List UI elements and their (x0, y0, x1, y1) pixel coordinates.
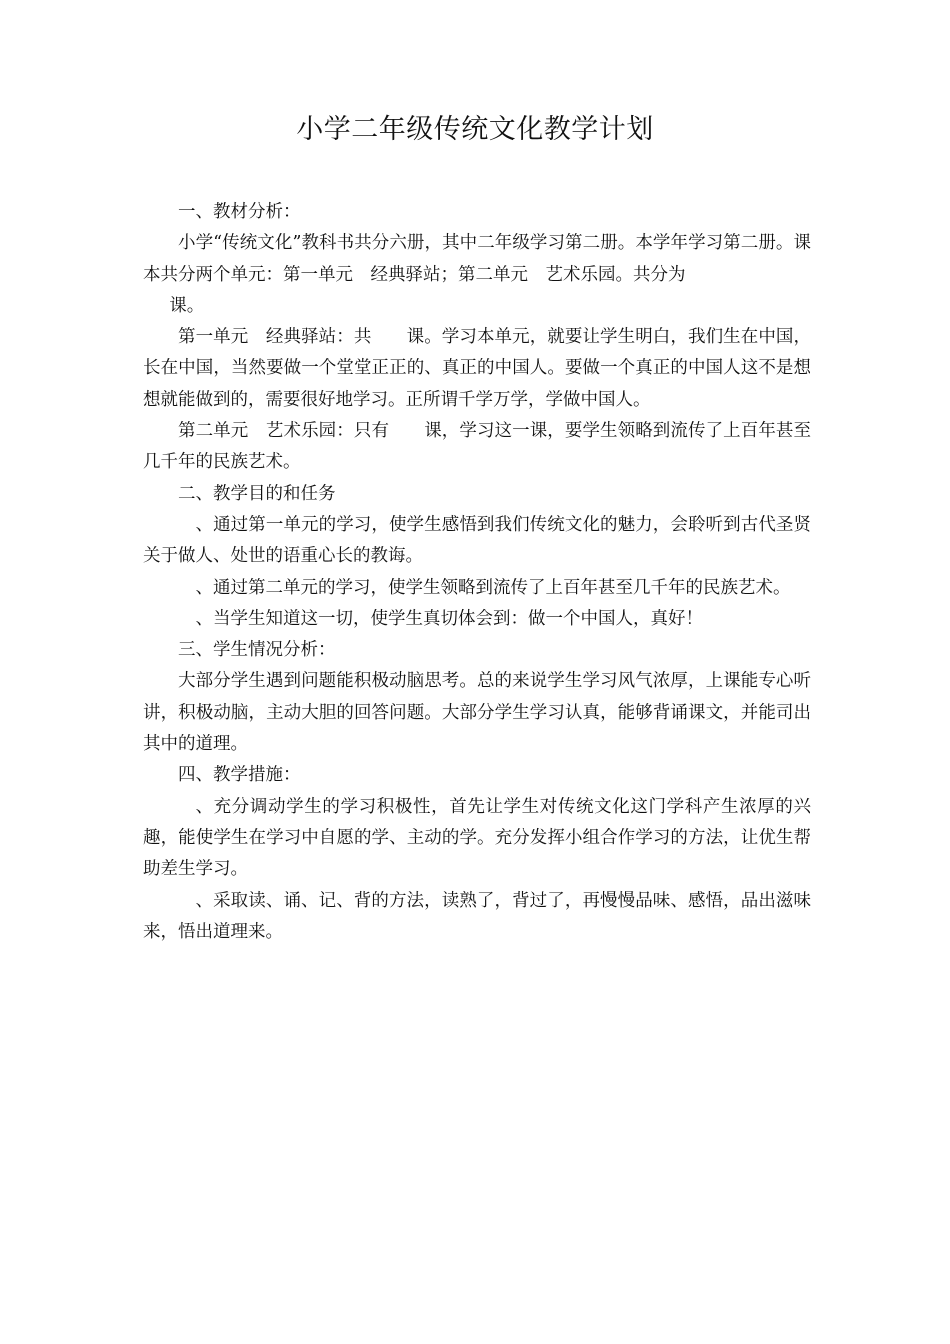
section-heading-materials: 一、教材分析： (178, 202, 301, 222)
goal-item-3: 、当学生知道这一切，使学生真切体会到：做一个中国人，真好！ (195, 608, 703, 629)
paragraph-student-analysis: 大部分学生遇到问题能积极动脑思考。总的来说学生学习风气浓厚，上课能专心听讲，积极动脑，主动大胆的回答问题。大部分学生学习认真，能够背诵课文，并能司出其中的道理。 (143, 671, 811, 755)
paragraph-textbook-intro: 小学“传统文化”教科书共分六册，其中二年级学习第二册。本学年学习第二册。课本共分两个单元：第一单元 经典驿站；第二单元 艺术乐园。共分为 (143, 233, 811, 285)
paragraph-lesson-count: 课。 (169, 295, 205, 316)
section-heading-students: 三、学生情况分析： (178, 640, 336, 661)
document-title: 小学二年级传统文化教学计划 (296, 114, 654, 145)
measure-item-2: 、采取读、诵、记、背的方法，读熟了，背过了，再慢慢品味、感悟，品出滋味来，悟出道理来。 (143, 890, 811, 942)
measure-item-1: 、充分调动学生的学习积极性，首先让学生对传统文化这门学科产生浓厚的兴趣，能使学生在学习中自愿的学、主动的学。充分发挥小组合作学习的方法，让优生帮助差生学习。 (143, 796, 811, 880)
paragraph-unit-two: 第二单元 艺术乐园：只有 课，学习这一课，要学生领略到流传了上百年甚至几千年的民族艺术。 (143, 421, 811, 473)
goal-item-2: 、通过第二单元的学习，使学生领略到流传了上百年甚至几千年的民族艺术。 (195, 577, 791, 598)
document-body (143, 197, 811, 948)
paragraph-unit-one: 第一单元 经典驿站：共 课。学习本单元，就要让学生明白，我们生在中国，长在中国，当然要做一个堂堂正正的、真正的中国人。要做一个真正的中国人这不是想想就能做到的，需要很好地学习。正所谓千学万学，学做中国人。 (143, 327, 811, 410)
section-heading-goals: 二、教学目的和任务 (178, 483, 336, 504)
goal-item-1: 、通过第一单元的学习，使学生感悟到我们传统文化的魅力，会聆听到古代圣贤关于做人、处世的语重心长的教诲。 (143, 514, 811, 567)
section-heading-measures: 四、教学措施： (178, 765, 301, 786)
